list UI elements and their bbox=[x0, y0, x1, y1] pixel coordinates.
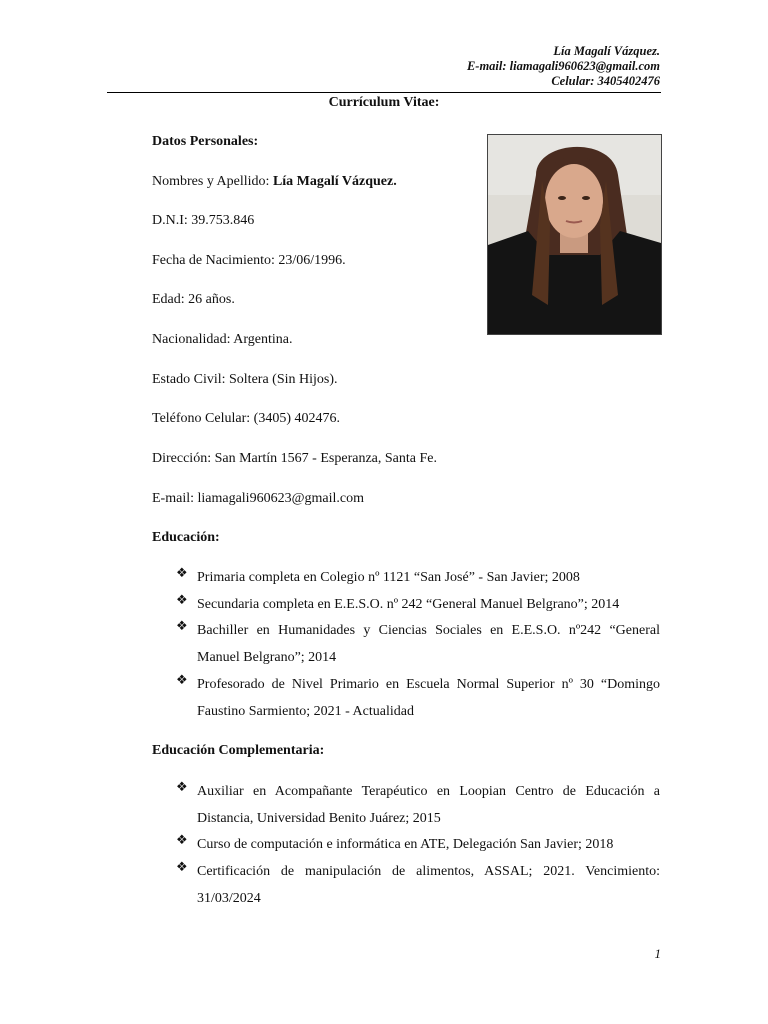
bullet-icon: ❖ bbox=[176, 673, 188, 688]
header-rule bbox=[107, 92, 661, 93]
email-line: E-mail: liamagali960623@gmail.com bbox=[152, 491, 364, 506]
birth-line: Fecha de Nacimiento: 23/06/1996. bbox=[152, 253, 346, 268]
list-item-text: Bachiller en Humanidades y Ciencias Sociales en E.E.S.O. nº242 “General Manuel Belgrano”; 2014 bbox=[197, 623, 660, 665]
bullet-icon: ❖ bbox=[176, 566, 188, 581]
bullet-icon: ❖ bbox=[176, 780, 188, 795]
list-item-text: Auxiliar en Acompañante Terapéutico en Loopian Centro de Educación a Distancia, Universidad Benito Juárez; 2015 bbox=[197, 784, 660, 826]
header-phone: Celular: 3405402476 bbox=[551, 74, 660, 88]
header-name: Lía Magalí Vázquez. bbox=[553, 44, 660, 58]
name-line bbox=[152, 174, 397, 190]
phone-line: Teléfono Celular: (3405) 402476. bbox=[152, 411, 340, 426]
nationality-line: Nacionalidad: Argentina. bbox=[152, 332, 293, 347]
dni-line: D.N.I: 39.753.846 bbox=[152, 213, 255, 228]
bullet-icon: ❖ bbox=[176, 593, 188, 608]
list-item-text: Curso de computación e informática en ATE, Delegación San Javier; 2018 bbox=[197, 837, 614, 852]
age-line: Edad: 26 años. bbox=[152, 292, 235, 307]
bullet-icon: ❖ bbox=[176, 619, 188, 634]
complementary-heading: Educación Complementaria: bbox=[152, 743, 325, 758]
list-item-text: Profesorado de Nivel Primario en Escuela Normal Superior nº 30 “Domingo Faustino Sarmiento; 2021 - Actualidad bbox=[197, 677, 660, 719]
bullet-icon: ❖ bbox=[176, 833, 188, 848]
bullet-icon: ❖ bbox=[176, 860, 188, 875]
document-header bbox=[467, 44, 660, 89]
education-heading: Educación: bbox=[152, 530, 220, 545]
address-line: Dirección: San Martín 1567 - Esperanza, Santa Fe. bbox=[152, 451, 437, 466]
list-item-text: Certificación de manipulación de alimentos, ASSAL; 2021. Vencimiento: 31/03/2024 bbox=[197, 864, 660, 906]
name-value: Lía Magalí Vázquez. bbox=[272, 174, 397, 189]
list-item-text: Primaria completa en Colegio nº 1121 “San José” - San Javier; 2008 bbox=[197, 570, 580, 585]
name-label: Nombres y Apellido: bbox=[152, 174, 273, 189]
profile-photo bbox=[487, 134, 662, 335]
header-email: E-mail: liamagali960623@gmail.com bbox=[466, 59, 660, 73]
personal-heading: Datos Personales: bbox=[152, 134, 259, 149]
page-number: 1 bbox=[654, 946, 661, 961]
civil-status-line: Estado Civil: Soltera (Sin Hijos). bbox=[152, 372, 338, 387]
list-item-text: Secundaria completa en E.E.S.O. nº 242 “General Manuel Belgrano”; 2014 bbox=[197, 597, 620, 612]
page-title: Currículum Vitae: bbox=[328, 95, 440, 110]
